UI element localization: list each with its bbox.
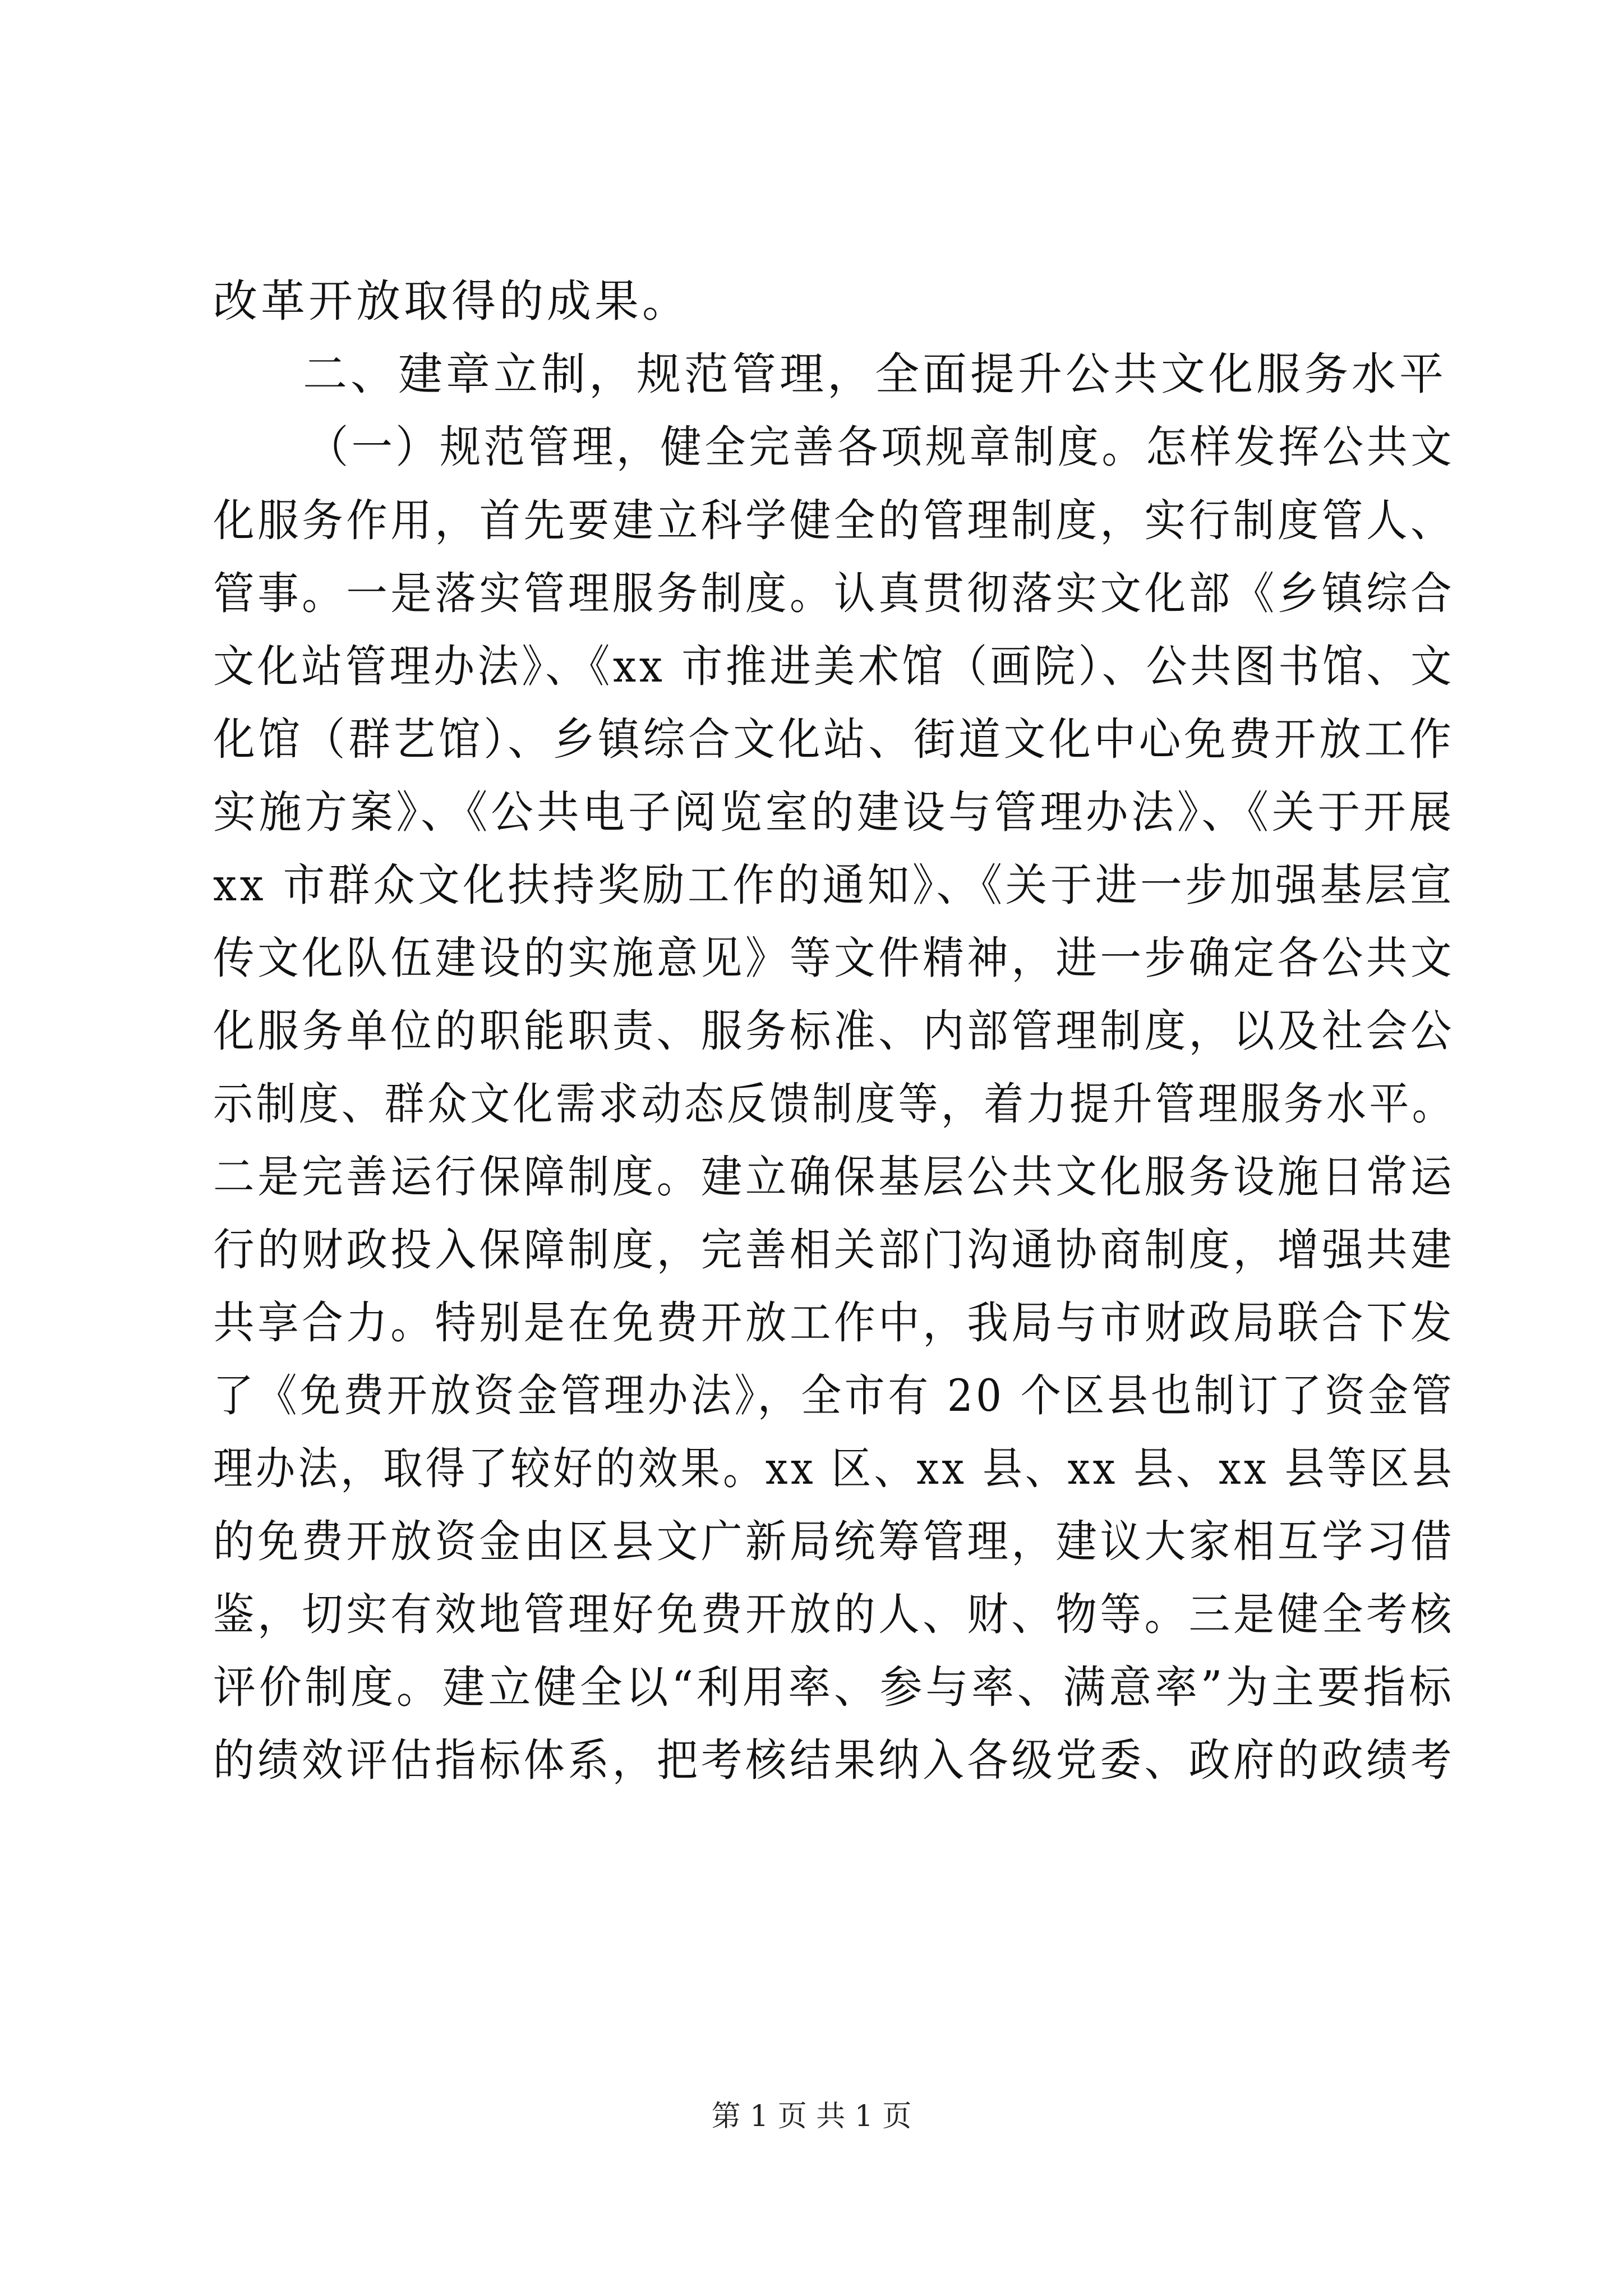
body-line: 改革开放取得的成果。 (213, 275, 690, 327)
page-footer: 第 1 页 共 1 页 (711, 2100, 912, 2133)
subsection-heading-line: （一）规范管理，健全完善各项规章制度。怎样发挥公共文 (307, 421, 1455, 473)
body-line: 实施方案》、《公共电子阅览室的建设与管理办法》、《关于开展 (213, 786, 1455, 838)
body-line: 化馆（群艺馆）、乡镇综合文化站、街道文化中心免费开放工作 (213, 714, 1455, 765)
body-line: 化服务作用，首先要建立科学健全的管理制度，实行制度管人、 (213, 495, 1455, 546)
body-line: 示制度、群众文化需求动态反馈制度等，着力提升管理服务水平。 (213, 1078, 1455, 1130)
body-line: 管事。一是落实管理服务制度。认真贯彻落实文化部《乡镇综合 (213, 568, 1455, 619)
body-line: 鉴，切实有效地管理好免费开放的人、财、物等。三是健全考核 (213, 1589, 1455, 1640)
body-line: xx 市群众文化扶持奖励工作的通知》、《关于进一步加强基层宣 (213, 859, 1455, 911)
body-line: 的免费开放资金由区县文广新局统筹管理，建议大家相互学习借 (213, 1516, 1455, 1567)
body-line: 评价制度。建立健全以“利用率、参与率、满意率”为主要指标 (213, 1662, 1455, 1713)
body-line: 化服务单位的职能职责、服务标准、内部管理制度，以及社会公 (213, 1005, 1455, 1057)
body-line: 二是完善运行保障制度。建立确保基层公共文化服务设施日常运 (213, 1151, 1455, 1203)
body-line: 的绩效评估指标体系，把考核结果纳入各级党委、政府的政绩考 (213, 1734, 1455, 1786)
section-heading: 二、建章立制，规范管理，全面提升公共文化服务水平 (303, 348, 1447, 400)
body-line: 共享合力。特别是在免费开放工作中，我局与市财政局联合下发 (213, 1297, 1455, 1349)
body-line: 理办法，取得了较好的效果。xx 区、xx 县、xx 县、xx 县等区县 (213, 1443, 1455, 1494)
body-line: 了《免费开放资金管理办法》，全市有 20 个区县也制订了资金管 (213, 1370, 1455, 1421)
body-line: 传文化队伍建设的实施意见》等文件精神，进一步确定各公共文 (213, 932, 1455, 984)
body-line: 文化站管理办法》、《xx 市推进美术馆（画院）、公共图书馆、文 (213, 641, 1455, 692)
body-line: 行的财政投入保障制度，完善相关部门沟通协商制度，增强共建 (213, 1224, 1455, 1276)
